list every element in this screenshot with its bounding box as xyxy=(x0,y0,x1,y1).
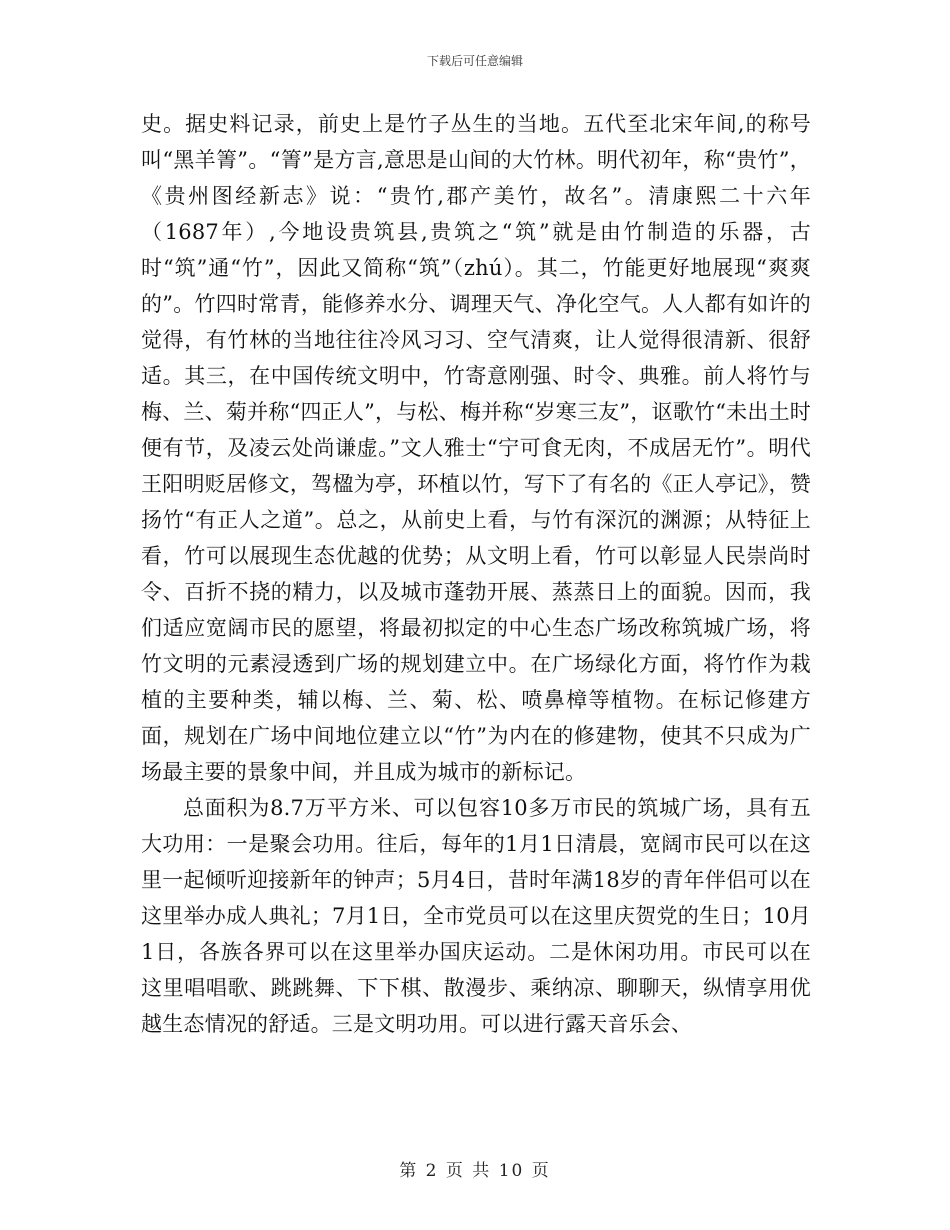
page-header: 下载后可任意编辑 xyxy=(426,54,523,68)
paragraph-plaza-functions: 总面积为8.7万平方米、可以包容10多万市民的筑城广场，具有五大功用：一是聚会功用。往后，每年的1月1日清晨，宽阔市民可以在这里一起倾听迎接新年的钟声；5月4日，昔时年满18岁的青年伴侣可以在这里举办成人典礼；7月1日，全市党员可以在这里庆贺党的生日；10月1日，各族各界可以在这里举办国庆运动。二是休闲功用。市民可以在这里唱唱歌、跳跳舞、下下棋、散漫步、乘纳凉、聊聊天，纵情享用优越生态情况的舒适。三是文明功用。可以进行露天音乐会、 xyxy=(141,796,811,1036)
page-number-footer: 第 2 页 共 10 页 xyxy=(399,1161,551,1181)
document-body xyxy=(141,106,811,1042)
paragraph-continued: 史。据史料记录，前史上是竹子丛生的当地。五代至北宋年间,的称号叫“黑羊箐”。“箐”是方言,意思是山间的大竹林。明代初年，称“贵竹”，《贵州图经新志》说：“贵竹,郡产美竹，故名”。清康熙二十六年（1687年）,今地设贵筑县,贵筑之“筑”就是由竹制造的乐器，古时“筑”通“竹”，因此又简称“筑”（zhú）。其二，竹能更好地展现“爽爽的”。竹四时常青，能修养水分、调理天气、净化空气。人人都有如许的觉得，有竹林的当地往往冷风习习、空气清爽，让人觉得很清新、很舒适。其三，在中国传统文明中，竹寄意刚强、时令、典雅。前人将竹与梅、兰、菊并称“四正人”，与松、梅并称“岁寒三友”，讴歌竹“未出土时便有节，及凌云处尚谦虚。”文人雅士“宁可食无肉，不成居无竹”。明代王阳明贬居修文，驾楹为亭，环植以竹，写下了有名的《正人亭记》，赞扬竹“有正人之道”。总之，从前史上看，与竹有深沉的渊源；从特征上看，竹可以展现生态优越的优势；从文明上看，竹可以彰显人民崇尚时令、百折不挠的精力，以及城市蓬勃开展、蒸蒸日上的面貌。因而，我们适应宽阔市民的愿望，将最初拟定的中心生态广场改称筑城广场，将竹文明的元素浸透到广场的规划建立中。在广场绿化方面，将竹作为栽植的主要种类，辅以梅、兰、菊、松、喷鼻樟等植物。在标记修建方面，规划在广场中间地位建立以“竹”为内在的修建物，使其不只成为广场最主要的景象中间，并且成为城市的新标记。 xyxy=(141,112,811,784)
